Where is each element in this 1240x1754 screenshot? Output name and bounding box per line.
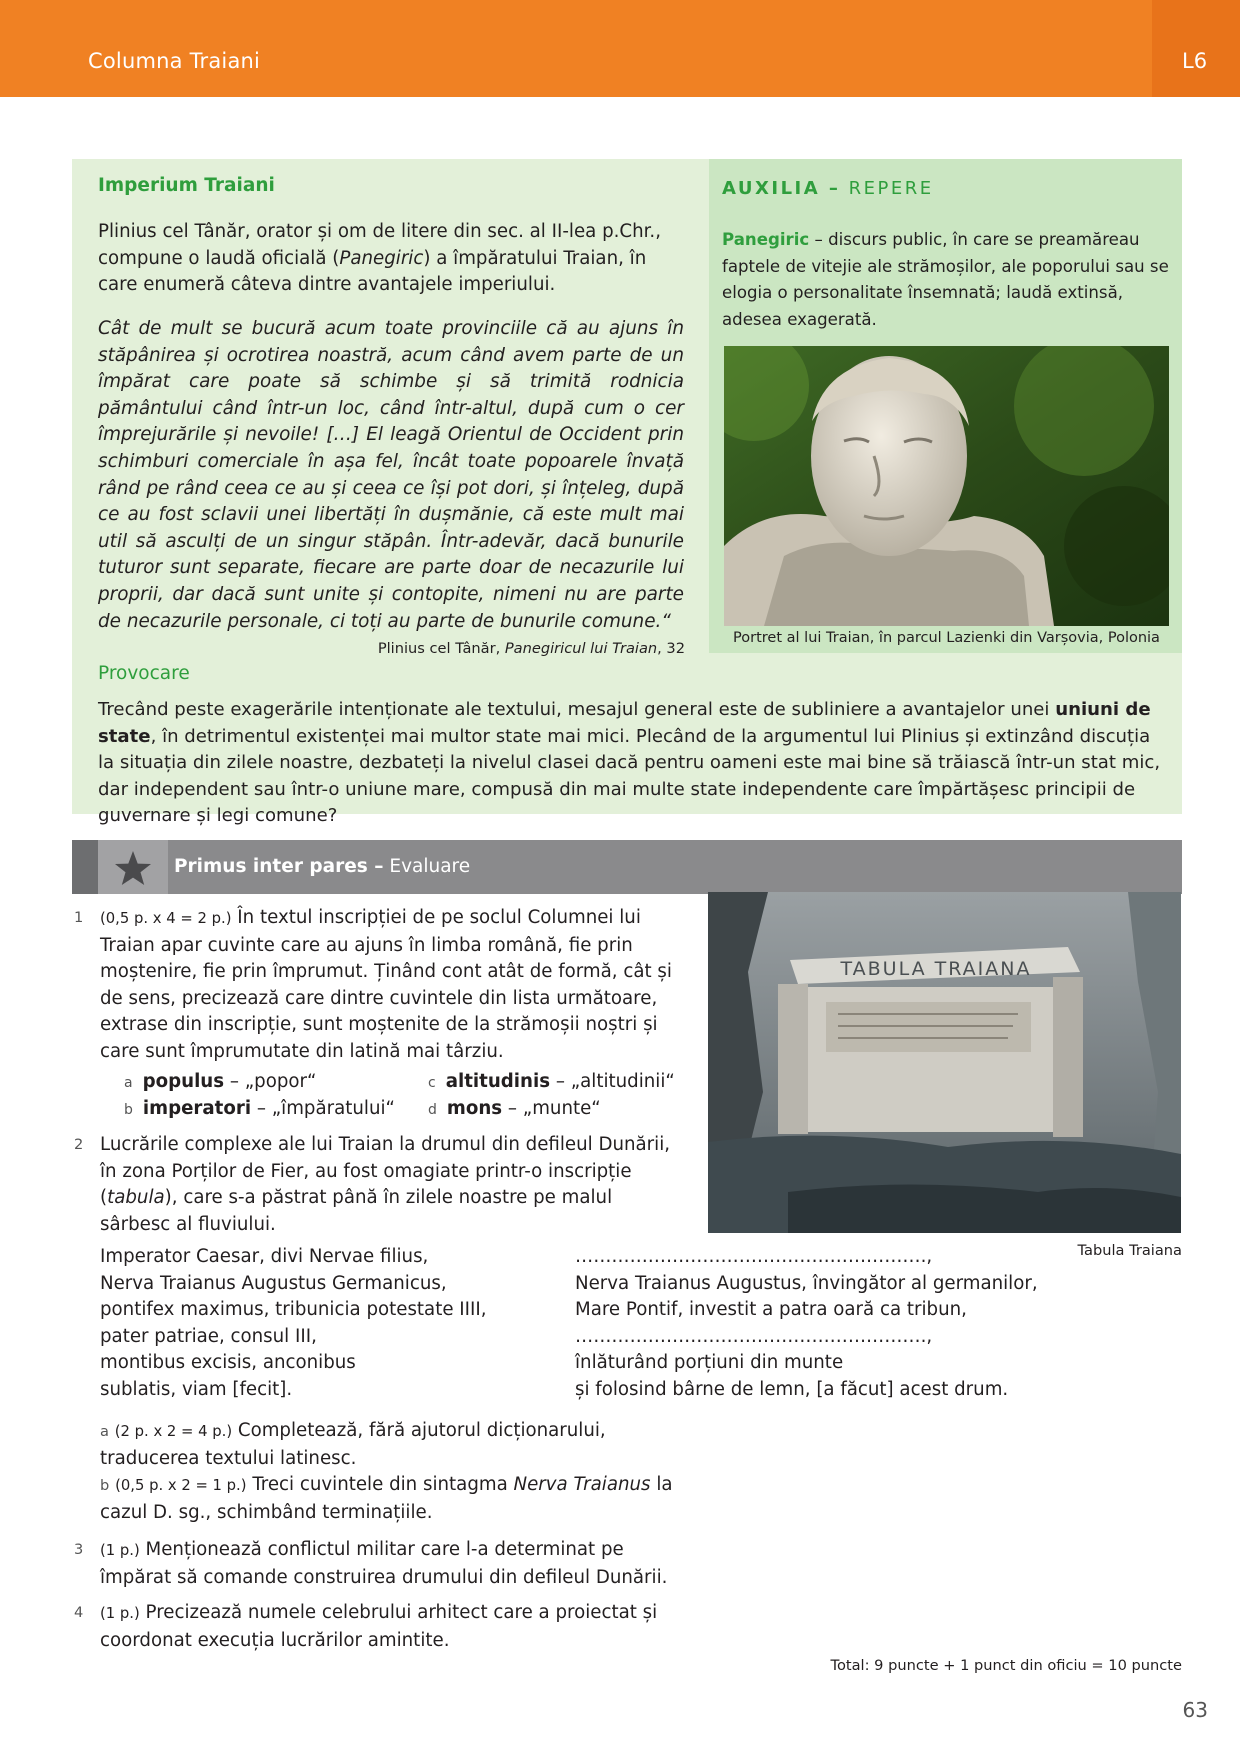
latin-line: montibus excisis, anconibus (100, 1352, 356, 1374)
sub-letter: b (100, 1477, 110, 1494)
intro-emphasis: Panegiric (339, 247, 424, 269)
romanian-translation (575, 1244, 1095, 1404)
auxilia-title-bold: AUXILIA – (722, 178, 841, 199)
option-letter: c (428, 1075, 436, 1091)
option-letter: a (124, 1075, 133, 1091)
imperium-intro (98, 219, 684, 299)
option-c (428, 1071, 675, 1092)
question-points: (0,5 p. x 4 = 2 p.) (100, 910, 232, 927)
evaluation-header (72, 840, 1182, 894)
latin-line: Nerva Traianus Augustus Germanicus, (100, 1272, 447, 1294)
total-score: Total: 9 puncte + 1 punct din oficiu = 10 puncte (830, 1657, 1182, 1674)
page-header (0, 0, 1240, 97)
question-number: 1 (74, 909, 84, 926)
latin-line: Imperator Caesar, divi Nervae filius, (100, 1246, 429, 1267)
question-number: 4 (74, 1604, 84, 1621)
subquestion-2a (100, 1418, 680, 1472)
option-letter: b (124, 1102, 133, 1118)
translation-line: Nerva Traianus Augustus, învingător al germanilor, (575, 1272, 1038, 1294)
option-ro: – „altitudinii“ (550, 1071, 675, 1092)
source-page: , 32 (657, 640, 685, 657)
question-points: (1 p.) (100, 1542, 140, 1559)
subquestion-2b (100, 1472, 680, 1526)
translation-line: …………………………………………………., (575, 1246, 933, 1267)
question-points: (1 p.) (100, 1605, 140, 1622)
tabula-traiana-photo (708, 892, 1181, 1233)
option-a (124, 1071, 316, 1092)
question-4 (74, 1600, 672, 1654)
intro-text-end: ) a împăratului Traian, în care enumeră câteva dintre avantajele imperiului. (98, 247, 647, 295)
provocare-text (98, 697, 1168, 830)
option-latin: imperatori (142, 1098, 252, 1119)
sub-points: (0,5 p. x 2 = 1 p.) (115, 1477, 247, 1494)
lesson-badge (1152, 0, 1240, 97)
option-b (124, 1098, 395, 1119)
evaluation-title-rest: Evaluare (383, 856, 471, 877)
option-letter: d (428, 1102, 437, 1118)
latin-line: sublatis, viam [fecit]. (100, 1378, 293, 1400)
auxilia-title-rest: REPERE (840, 178, 934, 199)
auxilia-term: Panegiric (722, 230, 810, 249)
question-emphasis: tabula (107, 1187, 165, 1209)
evaluation-title (174, 856, 470, 877)
auxilia-definition-text: – discurs public, în care se preamăreau faptele de vitejie ale strămoșilor, ale poporului sau se elogia o personalitate însemnată; laudă extinsă, adesea exagerată. (722, 230, 1169, 329)
provocare-title: Provocare (98, 663, 190, 684)
panegyric-quote: Cât de mult se bucură acum toate provinciile că au ajuns în stăpânirea și ocrotirea noastră, acum când avem parte de un împărat care poate să schimbe și să trimită rodnicia pământului când într-un loc, când într-altul, după cum o cer împrejurările și nevoile! […] El leagă Orientul de Occident prin schimburi comerciale în așa fel, încât toate popoarele învață rând pe rând ceea ce au și ceea ce își pot dori, și înțeleg, după ce au fost sclavii unei libertăți în dușmănie, că este mult mai util să asculți de un singur stăpân. Într-adevăr, dacă bunurile tuturor sunt separate, fiecare are parte doar de necazurile lui proprii, dar dacă sunt unite și contopite, nimeni nu are parte de necazurile personale, ci toți au parte de bunurile comune.“ (98, 318, 684, 632)
translation-line: Mare Pontif, investit a patra oară ca tribun, (575, 1299, 967, 1321)
option-ro: – „împăratului“ (251, 1098, 395, 1119)
sub-text: Treci cuvintele din sintagma (246, 1474, 514, 1495)
translation-line: înlăturând porțiuni din munte (575, 1352, 844, 1374)
intro-text: Plinius cel Tânăr, orator și om de litere din sec. al II-lea p.Chr., compune o laudă oficială ( (98, 221, 661, 269)
translation-line: și folosind bârne de lemn, [a făcut] acest drum. (575, 1378, 1009, 1400)
provocare-text-2: , în detrimentul existenței mai multor state mai mici. Plecând de la argumentul lui Plinius și extinzând discuția la situația din zilele noastre, dezbateți la nivelul clasei dacă pentru oameni este mai bine să trăiască într-un stat mic, dar independent sau într-o uniune mare, compusă din mai multe state independente care împărtășesc principii de guvernare și legi comune? (98, 725, 1161, 827)
latin-line: pontifex maximus, tribunicia potestate IIII, (100, 1299, 487, 1321)
sub-points: (2 p. x 2 = 4 p.) (114, 1423, 233, 1440)
evaluation-title-bold: Primus inter pares – (174, 856, 384, 877)
sub-text: Completează, fără ajutorul dicționarului, traducerea textului latinesc. (100, 1420, 606, 1469)
source-author: Plinius cel Tânăr, (377, 640, 505, 657)
sub-letter: a (100, 1423, 109, 1440)
star-icon (98, 840, 168, 894)
question-2 (74, 1132, 672, 1238)
provocare-bold: uniuni de state (98, 699, 1151, 747)
question-number: 2 (74, 1136, 84, 1153)
option-latin: populus (142, 1071, 225, 1092)
tabula-inscription: TABULA TRAIANA (840, 958, 1032, 980)
question-1 (74, 905, 672, 1066)
translation-line: …………………………………………………., (575, 1325, 933, 1347)
option-latin: mons (446, 1098, 503, 1119)
question-3 (74, 1537, 672, 1591)
source-work: Panegiricul lui Traian (504, 640, 658, 657)
sub-text-end: la cazul D. sg., schimbând terminațiile. (100, 1474, 673, 1523)
quote-source (378, 640, 685, 657)
option-ro: – „munte“ (502, 1098, 601, 1119)
option-ro: – „popor“ (224, 1071, 317, 1092)
lesson-label: L6 (1182, 49, 1208, 73)
page-number: 63 (1182, 1698, 1208, 1722)
sub-emphasis: Nerva Traianus (513, 1474, 651, 1495)
question-text: Lucrările complexe ale lui Traian la drumul din defileul Dunării, în zona Porților de Fier, au fost omagiate printr-o inscripție ( (100, 1134, 671, 1209)
option-d (428, 1098, 601, 1119)
question-text-end: ), care s-a păstrat până în zilele noastre pe malul sârbesc al fluviului. (100, 1187, 613, 1235)
provocare-text-1: Trecând peste exagerările intenționate ale textului, mesajul general este de subliniere a avantajelor unei (98, 699, 1056, 720)
question-text: Menționează conflictul militar care l-a determinat pe împărat să comande construirea drumului din defileul Dunării. (100, 1539, 668, 1588)
auxilia-title (722, 178, 934, 199)
evaluation-stripe (72, 840, 98, 894)
latin-inscription (100, 1244, 530, 1404)
tabula-caption: Tabula Traiana (1077, 1242, 1182, 1259)
question-number: 3 (74, 1541, 84, 1558)
trajan-bust-photo (724, 346, 1169, 626)
option-latin: altitudinis (445, 1071, 551, 1092)
trajan-photo-caption: Portret al lui Traian, în parcul Lazienki din Varșovia, Polonia (733, 630, 1160, 646)
auxilia-definition (722, 227, 1172, 333)
evaluation-star-box (98, 840, 168, 894)
imperium-title: Imperium Traiani (98, 175, 275, 196)
chapter-title: Columna Traiani (88, 49, 261, 73)
question-text: Precizează numele celebrului arhitect care a proiectat și coordonat execuția lucrărilor amintite. (100, 1602, 658, 1651)
question-text: În textul inscripției de pe soclul Columnei lui Traian apar cuvinte care au ajuns în limba română, fie prin moștenire, fie prin împrumut. Ținând cont atât de formă, cât și de sens, precizează care dintre cuvintele din lista următoare, extrase din inscripție, sunt moștenite de la strămoșii noștri și care sunt împrumutate din latină mai târziu. (100, 907, 672, 1062)
latin-line: pater patriae, consul III, (100, 1325, 317, 1347)
